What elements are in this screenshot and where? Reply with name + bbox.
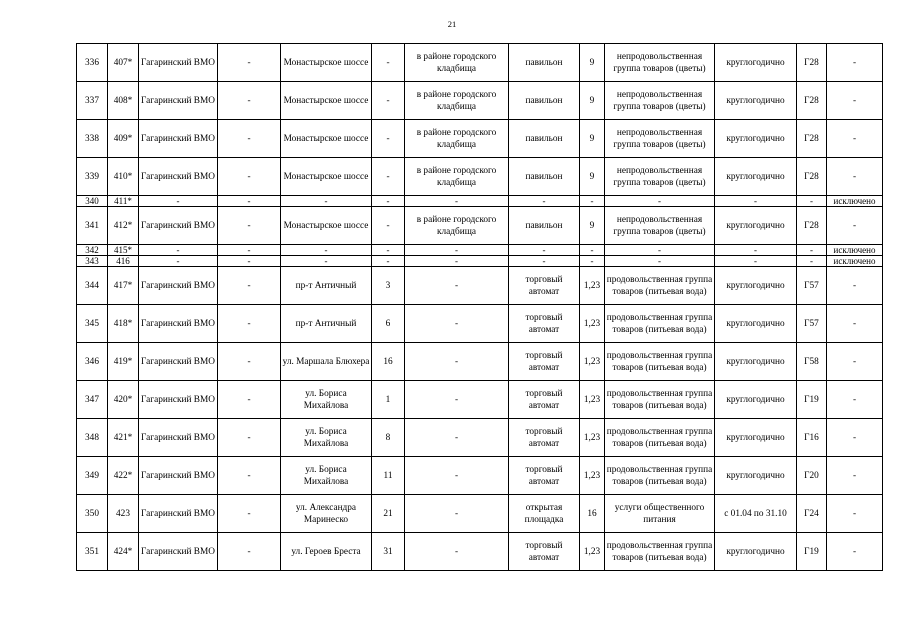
district-cell: Гагаринский ВМО: [139, 82, 218, 120]
house-number-cell: -: [372, 82, 405, 120]
district-cell: Гагаринский ВМО: [139, 305, 218, 343]
object-type-cell: торговый автомат: [509, 267, 580, 305]
district-cell: -: [139, 196, 218, 207]
goods-group-cell: -: [605, 196, 715, 207]
landmark-cell: в районе городского кладбища: [405, 207, 509, 245]
district-cell: Гагаринский ВМО: [139, 158, 218, 196]
area-cell: 1,23: [580, 343, 605, 381]
goods-group-cell: непродовольственная группа товаров (цветы): [605, 207, 715, 245]
table-row: [77, 207, 883, 245]
landmark-cell: -: [405, 457, 509, 495]
house-number-cell: -: [372, 196, 405, 207]
zone-cell: Г57: [797, 267, 827, 305]
house-number-cell: -: [372, 44, 405, 82]
column-4-cell: -: [218, 495, 281, 533]
district-cell: Гагаринский ВМО: [139, 267, 218, 305]
row-number-cell: 346: [77, 343, 108, 381]
landmark-cell: -: [405, 256, 509, 267]
table-row: [77, 44, 883, 82]
note-cell: исключено: [827, 245, 883, 256]
row-number-cell: 340: [77, 196, 108, 207]
district-cell: Гагаринский ВМО: [139, 207, 218, 245]
goods-group-cell: продовольственная группа товаров (питьевая вода): [605, 419, 715, 457]
column-4-cell: -: [218, 207, 281, 245]
row-number-cell: 343: [77, 256, 108, 267]
period-cell: -: [715, 196, 797, 207]
note-cell: -: [827, 305, 883, 343]
street-cell: -: [281, 196, 372, 207]
goods-group-cell: услуги общественного питания: [605, 495, 715, 533]
goods-group-cell: продовольственная группа товаров (питьевая вода): [605, 457, 715, 495]
note-cell: -: [827, 158, 883, 196]
table-row: [77, 305, 883, 343]
goods-group-cell: продовольственная группа товаров (питьевая вода): [605, 267, 715, 305]
place-code-cell: 407*: [108, 44, 139, 82]
row-number-cell: 345: [77, 305, 108, 343]
district-cell: Гагаринский ВМО: [139, 120, 218, 158]
table-row: [77, 256, 883, 267]
object-type-cell: павильон: [509, 158, 580, 196]
object-type-cell: торговый автомат: [509, 343, 580, 381]
area-cell: 1,23: [580, 457, 605, 495]
area-cell: 16: [580, 495, 605, 533]
period-cell: круглогодично: [715, 267, 797, 305]
zone-cell: Г28: [797, 82, 827, 120]
zone-cell: Г28: [797, 120, 827, 158]
house-number-cell: 16: [372, 343, 405, 381]
house-number-cell: 1: [372, 381, 405, 419]
column-4-cell: -: [218, 44, 281, 82]
note-cell: -: [827, 267, 883, 305]
object-type-cell: павильон: [509, 82, 580, 120]
object-type-cell: павильон: [509, 120, 580, 158]
row-number-cell: 350: [77, 495, 108, 533]
district-cell: -: [139, 245, 218, 256]
period-cell: круглогодично: [715, 158, 797, 196]
street-cell: Монастырское шоссе: [281, 120, 372, 158]
row-number-cell: 339: [77, 158, 108, 196]
street-cell: пр-т Античный: [281, 267, 372, 305]
place-code-cell: 408*: [108, 82, 139, 120]
area-cell: 1,23: [580, 419, 605, 457]
district-cell: Гагаринский ВМО: [139, 533, 218, 571]
street-cell: ул. Героев Бреста: [281, 533, 372, 571]
table-row: [77, 245, 883, 256]
object-type-cell: торговый автомат: [509, 381, 580, 419]
goods-group-cell: продовольственная группа товаров (питьевая вода): [605, 381, 715, 419]
row-number-cell: 349: [77, 457, 108, 495]
district-cell: -: [139, 256, 218, 267]
landmark-cell: -: [405, 305, 509, 343]
zone-cell: Г16: [797, 419, 827, 457]
column-4-cell: -: [218, 267, 281, 305]
row-number-cell: 337: [77, 82, 108, 120]
object-type-cell: торговый автомат: [509, 419, 580, 457]
note-cell: -: [827, 44, 883, 82]
goods-group-cell: непродовольственная группа товаров (цветы): [605, 44, 715, 82]
goods-group-cell: непродовольственная группа товаров (цветы): [605, 158, 715, 196]
page-number: 21: [447, 19, 457, 29]
note-cell: исключено: [827, 256, 883, 267]
period-cell: -: [715, 256, 797, 267]
place-code-cell: 423: [108, 495, 139, 533]
landmark-cell: в районе городского кладбища: [405, 158, 509, 196]
landmark-cell: -: [405, 245, 509, 256]
note-cell: -: [827, 82, 883, 120]
area-cell: 1,23: [580, 305, 605, 343]
street-cell: ул. Бориса Михайлова: [281, 381, 372, 419]
column-4-cell: -: [218, 419, 281, 457]
area-cell: 1,23: [580, 381, 605, 419]
note-cell: исключено: [827, 196, 883, 207]
trade-objects-table: [76, 43, 883, 571]
column-4-cell: -: [218, 256, 281, 267]
column-4-cell: -: [218, 196, 281, 207]
row-number-cell: 351: [77, 533, 108, 571]
goods-group-cell: продовольственная группа товаров (питьевая вода): [605, 533, 715, 571]
zone-cell: Г20: [797, 457, 827, 495]
zone-cell: Г28: [797, 158, 827, 196]
street-cell: Монастырское шоссе: [281, 44, 372, 82]
column-4-cell: -: [218, 533, 281, 571]
table-row: [77, 196, 883, 207]
district-cell: Гагаринский ВМО: [139, 495, 218, 533]
area-cell: 1,23: [580, 533, 605, 571]
place-code-cell: 418*: [108, 305, 139, 343]
period-cell: круглогодично: [715, 457, 797, 495]
house-number-cell: -: [372, 120, 405, 158]
place-code-cell: 415*: [108, 245, 139, 256]
landmark-cell: в районе городского кладбища: [405, 120, 509, 158]
table-row: [77, 158, 883, 196]
area-cell: 9: [580, 82, 605, 120]
place-code-cell: 410*: [108, 158, 139, 196]
object-type-cell: -: [509, 256, 580, 267]
period-cell: круглогодично: [715, 533, 797, 571]
area-cell: -: [580, 196, 605, 207]
table-row: [77, 457, 883, 495]
zone-cell: -: [797, 245, 827, 256]
zone-cell: Г28: [797, 207, 827, 245]
note-cell: -: [827, 419, 883, 457]
street-cell: Монастырское шоссе: [281, 207, 372, 245]
note-cell: -: [827, 457, 883, 495]
house-number-cell: 11: [372, 457, 405, 495]
column-4-cell: -: [218, 343, 281, 381]
landmark-cell: в районе городского кладбища: [405, 82, 509, 120]
landmark-cell: -: [405, 495, 509, 533]
district-cell: Гагаринский ВМО: [139, 343, 218, 381]
street-cell: ул. Александра Маринеско: [281, 495, 372, 533]
row-number-cell: 336: [77, 44, 108, 82]
object-type-cell: торговый автомат: [509, 533, 580, 571]
object-type-cell: павильон: [509, 207, 580, 245]
place-code-cell: 416: [108, 256, 139, 267]
house-number-cell: -: [372, 256, 405, 267]
period-cell: -: [715, 245, 797, 256]
table-row: [77, 381, 883, 419]
goods-group-cell: -: [605, 256, 715, 267]
row-number-cell: 341: [77, 207, 108, 245]
house-number-cell: -: [372, 207, 405, 245]
street-cell: пр-т Античный: [281, 305, 372, 343]
house-number-cell: 3: [372, 267, 405, 305]
street-cell: ул. Бориса Михайлова: [281, 419, 372, 457]
row-number-cell: 342: [77, 245, 108, 256]
place-code-cell: 412*: [108, 207, 139, 245]
area-cell: -: [580, 245, 605, 256]
goods-group-cell: продовольственная группа товаров (питьевая вода): [605, 343, 715, 381]
street-cell: Монастырское шоссе: [281, 82, 372, 120]
house-number-cell: -: [372, 158, 405, 196]
area-cell: -: [580, 256, 605, 267]
place-code-cell: 422*: [108, 457, 139, 495]
period-cell: круглогодично: [715, 381, 797, 419]
district-cell: Гагаринский ВМО: [139, 419, 218, 457]
zone-cell: Г24: [797, 495, 827, 533]
place-code-cell: 421*: [108, 419, 139, 457]
row-number-cell: 344: [77, 267, 108, 305]
period-cell: круглогодично: [715, 207, 797, 245]
note-cell: -: [827, 207, 883, 245]
period-cell: круглогодично: [715, 44, 797, 82]
period-cell: с 01.04 по 31.10: [715, 495, 797, 533]
table-row: [77, 419, 883, 457]
house-number-cell: 8: [372, 419, 405, 457]
goods-group-cell: -: [605, 245, 715, 256]
column-4-cell: -: [218, 120, 281, 158]
object-type-cell: -: [509, 245, 580, 256]
district-cell: Гагаринский ВМО: [139, 457, 218, 495]
column-4-cell: -: [218, 457, 281, 495]
zone-cell: Г58: [797, 343, 827, 381]
house-number-cell: 31: [372, 533, 405, 571]
place-code-cell: 417*: [108, 267, 139, 305]
object-type-cell: павильон: [509, 44, 580, 82]
table-row: [77, 343, 883, 381]
landmark-cell: -: [405, 419, 509, 457]
zone-cell: -: [797, 256, 827, 267]
place-code-cell: 420*: [108, 381, 139, 419]
landmark-cell: в районе городского кладбища: [405, 44, 509, 82]
zone-cell: Г28: [797, 44, 827, 82]
goods-group-cell: непродовольственная группа товаров (цветы): [605, 120, 715, 158]
table-row: [77, 533, 883, 571]
district-cell: Гагаринский ВМО: [139, 381, 218, 419]
period-cell: круглогодично: [715, 305, 797, 343]
landmark-cell: -: [405, 343, 509, 381]
goods-group-cell: непродовольственная группа товаров (цветы): [605, 82, 715, 120]
row-number-cell: 348: [77, 419, 108, 457]
object-type-cell: торговый автомат: [509, 457, 580, 495]
period-cell: круглогодично: [715, 120, 797, 158]
note-cell: -: [827, 120, 883, 158]
street-cell: -: [281, 245, 372, 256]
table-row: [77, 267, 883, 305]
street-cell: ул. Маршала Блюхера: [281, 343, 372, 381]
note-cell: -: [827, 381, 883, 419]
object-type-cell: открытая площадка: [509, 495, 580, 533]
area-cell: 9: [580, 207, 605, 245]
area-cell: 9: [580, 120, 605, 158]
note-cell: -: [827, 495, 883, 533]
zone-cell: Г19: [797, 533, 827, 571]
place-code-cell: 424*: [108, 533, 139, 571]
district-cell: Гагаринский ВМО: [139, 44, 218, 82]
zone-cell: Г19: [797, 381, 827, 419]
house-number-cell: 6: [372, 305, 405, 343]
row-number-cell: 338: [77, 120, 108, 158]
landmark-cell: -: [405, 196, 509, 207]
place-code-cell: 409*: [108, 120, 139, 158]
landmark-cell: -: [405, 533, 509, 571]
column-4-cell: -: [218, 158, 281, 196]
table-row: [77, 82, 883, 120]
object-type-cell: торговый автомат: [509, 305, 580, 343]
column-4-cell: -: [218, 305, 281, 343]
note-cell: -: [827, 533, 883, 571]
column-4-cell: -: [218, 381, 281, 419]
house-number-cell: 21: [372, 495, 405, 533]
zone-cell: Г57: [797, 305, 827, 343]
landmark-cell: -: [405, 381, 509, 419]
object-type-cell: -: [509, 196, 580, 207]
area-cell: 1,23: [580, 267, 605, 305]
place-code-cell: 419*: [108, 343, 139, 381]
zone-cell: -: [797, 196, 827, 207]
period-cell: круглогодично: [715, 419, 797, 457]
table-row: [77, 495, 883, 533]
landmark-cell: -: [405, 267, 509, 305]
goods-group-cell: продовольственная группа товаров (питьевая вода): [605, 305, 715, 343]
place-code-cell: 411*: [108, 196, 139, 207]
column-4-cell: -: [218, 245, 281, 256]
house-number-cell: -: [372, 245, 405, 256]
table-row: [77, 120, 883, 158]
street-cell: ул. Бориса Михайлова: [281, 457, 372, 495]
street-cell: Монастырское шоссе: [281, 158, 372, 196]
row-number-cell: 347: [77, 381, 108, 419]
area-cell: 9: [580, 158, 605, 196]
column-4-cell: -: [218, 82, 281, 120]
period-cell: круглогодично: [715, 343, 797, 381]
area-cell: 9: [580, 44, 605, 82]
period-cell: круглогодично: [715, 82, 797, 120]
street-cell: -: [281, 256, 372, 267]
note-cell: -: [827, 343, 883, 381]
